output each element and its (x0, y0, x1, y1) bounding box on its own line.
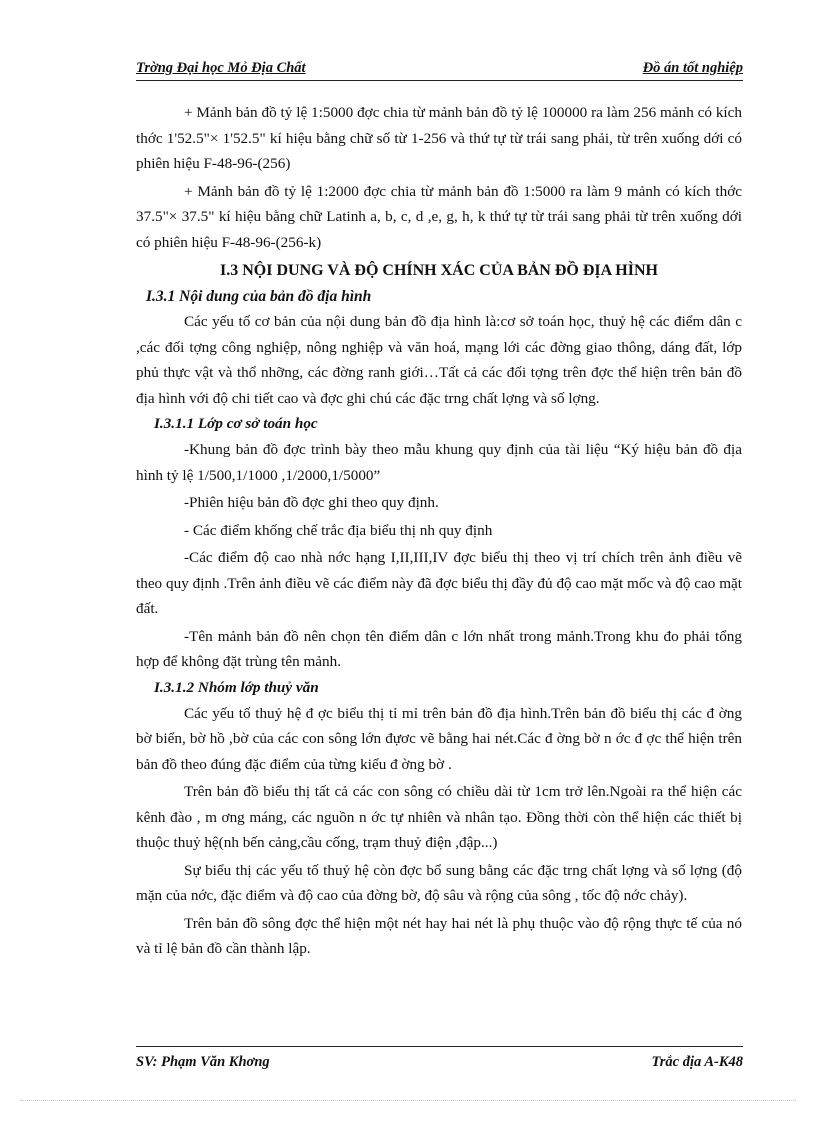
paragraph-hydrology-2: Trên bản đồ biểu thị tất cả các con sông có chiều dài từ 1cm trở lên.Ngoài ra thể hiện các kênh đào , m ơng máng, các nguồn n ớc tự nhiên và nhân tạo. Đồng thời còn thể hiện các thiết bị thuộc thuỷ hệ(nh bến cảng,cầu cống, trạm thuỷ điện ,đập...) (136, 783, 742, 851)
footer-divider (136, 1046, 743, 1047)
footer-class: Trắc địa A-K48 (651, 1054, 743, 1070)
footer-student-name: SV: Phạm Văn Khơng (136, 1054, 270, 1070)
subsection-heading-1-3-1-1: I.3.1.1 Lớp cơ sở toán học (154, 415, 318, 432)
paragraph-control-points: - Các điểm khống chế trắc địa biểu thị nh quy định (184, 521, 493, 539)
header-divider (136, 80, 743, 81)
paragraph-map-1-5000: + Mảnh bản đồ tỷ lệ 1:5000 đợc chia từ mảnh bản đồ tỷ lệ 100000 ra làm 256 mảnh có kích thớc 1'52.5"× 1'52.5" kí hiệu bằng chữ số từ 1-256 và thứ tự từ trái sang phải, từ trên xuống dới có phiên hiệu F-48-96-(256) (136, 104, 742, 172)
paragraph-hydrology-4: Trên bản đồ sông đợc thể hiện một nét hay hai nét là phụ thuộc vào độ rộng thực tế của nó và tỉ lệ bản đồ cần thành lập. (136, 914, 742, 957)
page-bottom-dotted-line (20, 1100, 796, 1101)
paragraph-sheet-code: -Phiên hiệu bản đồ đợc ghi theo quy định. (184, 494, 439, 511)
paragraph-content-elements: Các yếu tố cơ bản của nội dung bản đồ địa hình là:cơ sở toán học, thuỷ hệ các điểm dân c ,các đối tợng công nghiệp, nông nghiệp và văn hoá, mạng lới các đờng giao thông, dáng đất, lớp phủ thực vật và thổ nhỡng, các đờng ranh giới…Tất cả các đối tợng trên đợc thể hiện trên bản đồ địa hình với độ chi tiết cao và đợc ghi chú các đặc trng chất lợng và số lợng. (136, 313, 742, 407)
paragraph-hydrology-1: Các yếu tố thuỷ hệ đ ợc biểu thị tỉ mỉ trên bản đồ địa hình.Trên bản đồ biểu thị các đ ờng bờ biển, bờ hồ ,bờ của các con sông lớn đựơc vẽ bằng hai nét.Các đ ờng bờ n ớc đ ợc thể hiện trên bản đồ theo đúng đặc điểm của từng kiểu đ ờng bờ . (136, 704, 742, 773)
paragraph-frame: -Khung bản đồ đợc trình bày theo mẫu khung quy định của tài liệu “Ký hiệu bản đồ địa hình tỷ lệ 1/500,1/1000 ,1/2000,1/5000” (136, 441, 742, 484)
page-body (136, 100, 742, 962)
page-footer (136, 1054, 743, 1074)
subsection-heading-1-3-1: I.3.1 Nội dung của bản đồ địa hình (146, 288, 372, 305)
paragraph-hydrology-3: Sự biểu thị các yếu tố thuỷ hệ còn đợc bổ sung bằng các đặc trng chất lợng và số lợng (độ mặn của nớc, đặc điểm và độ cao của đờng bờ, độ sâu và rộng của sông , tốc độ nớc chảy). (136, 861, 742, 904)
paragraph-elevation-points: -Các điểm độ cao nhà nớc hạng I,II,III,IV đợc biểu thị theo vị trí chích trên ảnh điều vẽ theo quy định .Trên ảnh điều vẽ các điểm này đã đợc biểu thị đầy đủ độ cao mặt mốc và độ cao mặt đất. (136, 549, 742, 617)
subsection-heading-1-3-1-2: I.3.1.2 Nhóm lớp thuỷ văn (154, 678, 319, 696)
header-doc-type: Đồ án tốt nghiệp (642, 60, 743, 76)
page-header (136, 60, 743, 80)
paragraph-sheet-name: -Tên mảnh bản đồ nên chọn tên điểm dân c lớn nhất trong mảnh.Trong khu đo phải tổng hợp để không đặt trùng tên mảnh. (136, 627, 742, 670)
header-university: Trờng Đại học Mỏ Địa Chất (136, 60, 306, 76)
section-heading-1-3: I.3 NỘI DUNG VÀ ĐỘ CHÍNH XÁC CỦA BẢN ĐỒ ĐỊA HÌNH (220, 262, 658, 279)
paragraph-map-1-2000: + Mảnh bản đồ tỷ lệ 1:2000 đợc chia từ mảnh bản đồ 1:5000 ra làm 9 mảnh có kích thớc 37.5"× 37.5" kí hiệu bằng chữ Latinh a, b, c, d ,e, g, h, k thứ tự từ trái sang phải từ trên xuống dới có phiên hiệu F-48-96-(256-k) (136, 182, 742, 251)
